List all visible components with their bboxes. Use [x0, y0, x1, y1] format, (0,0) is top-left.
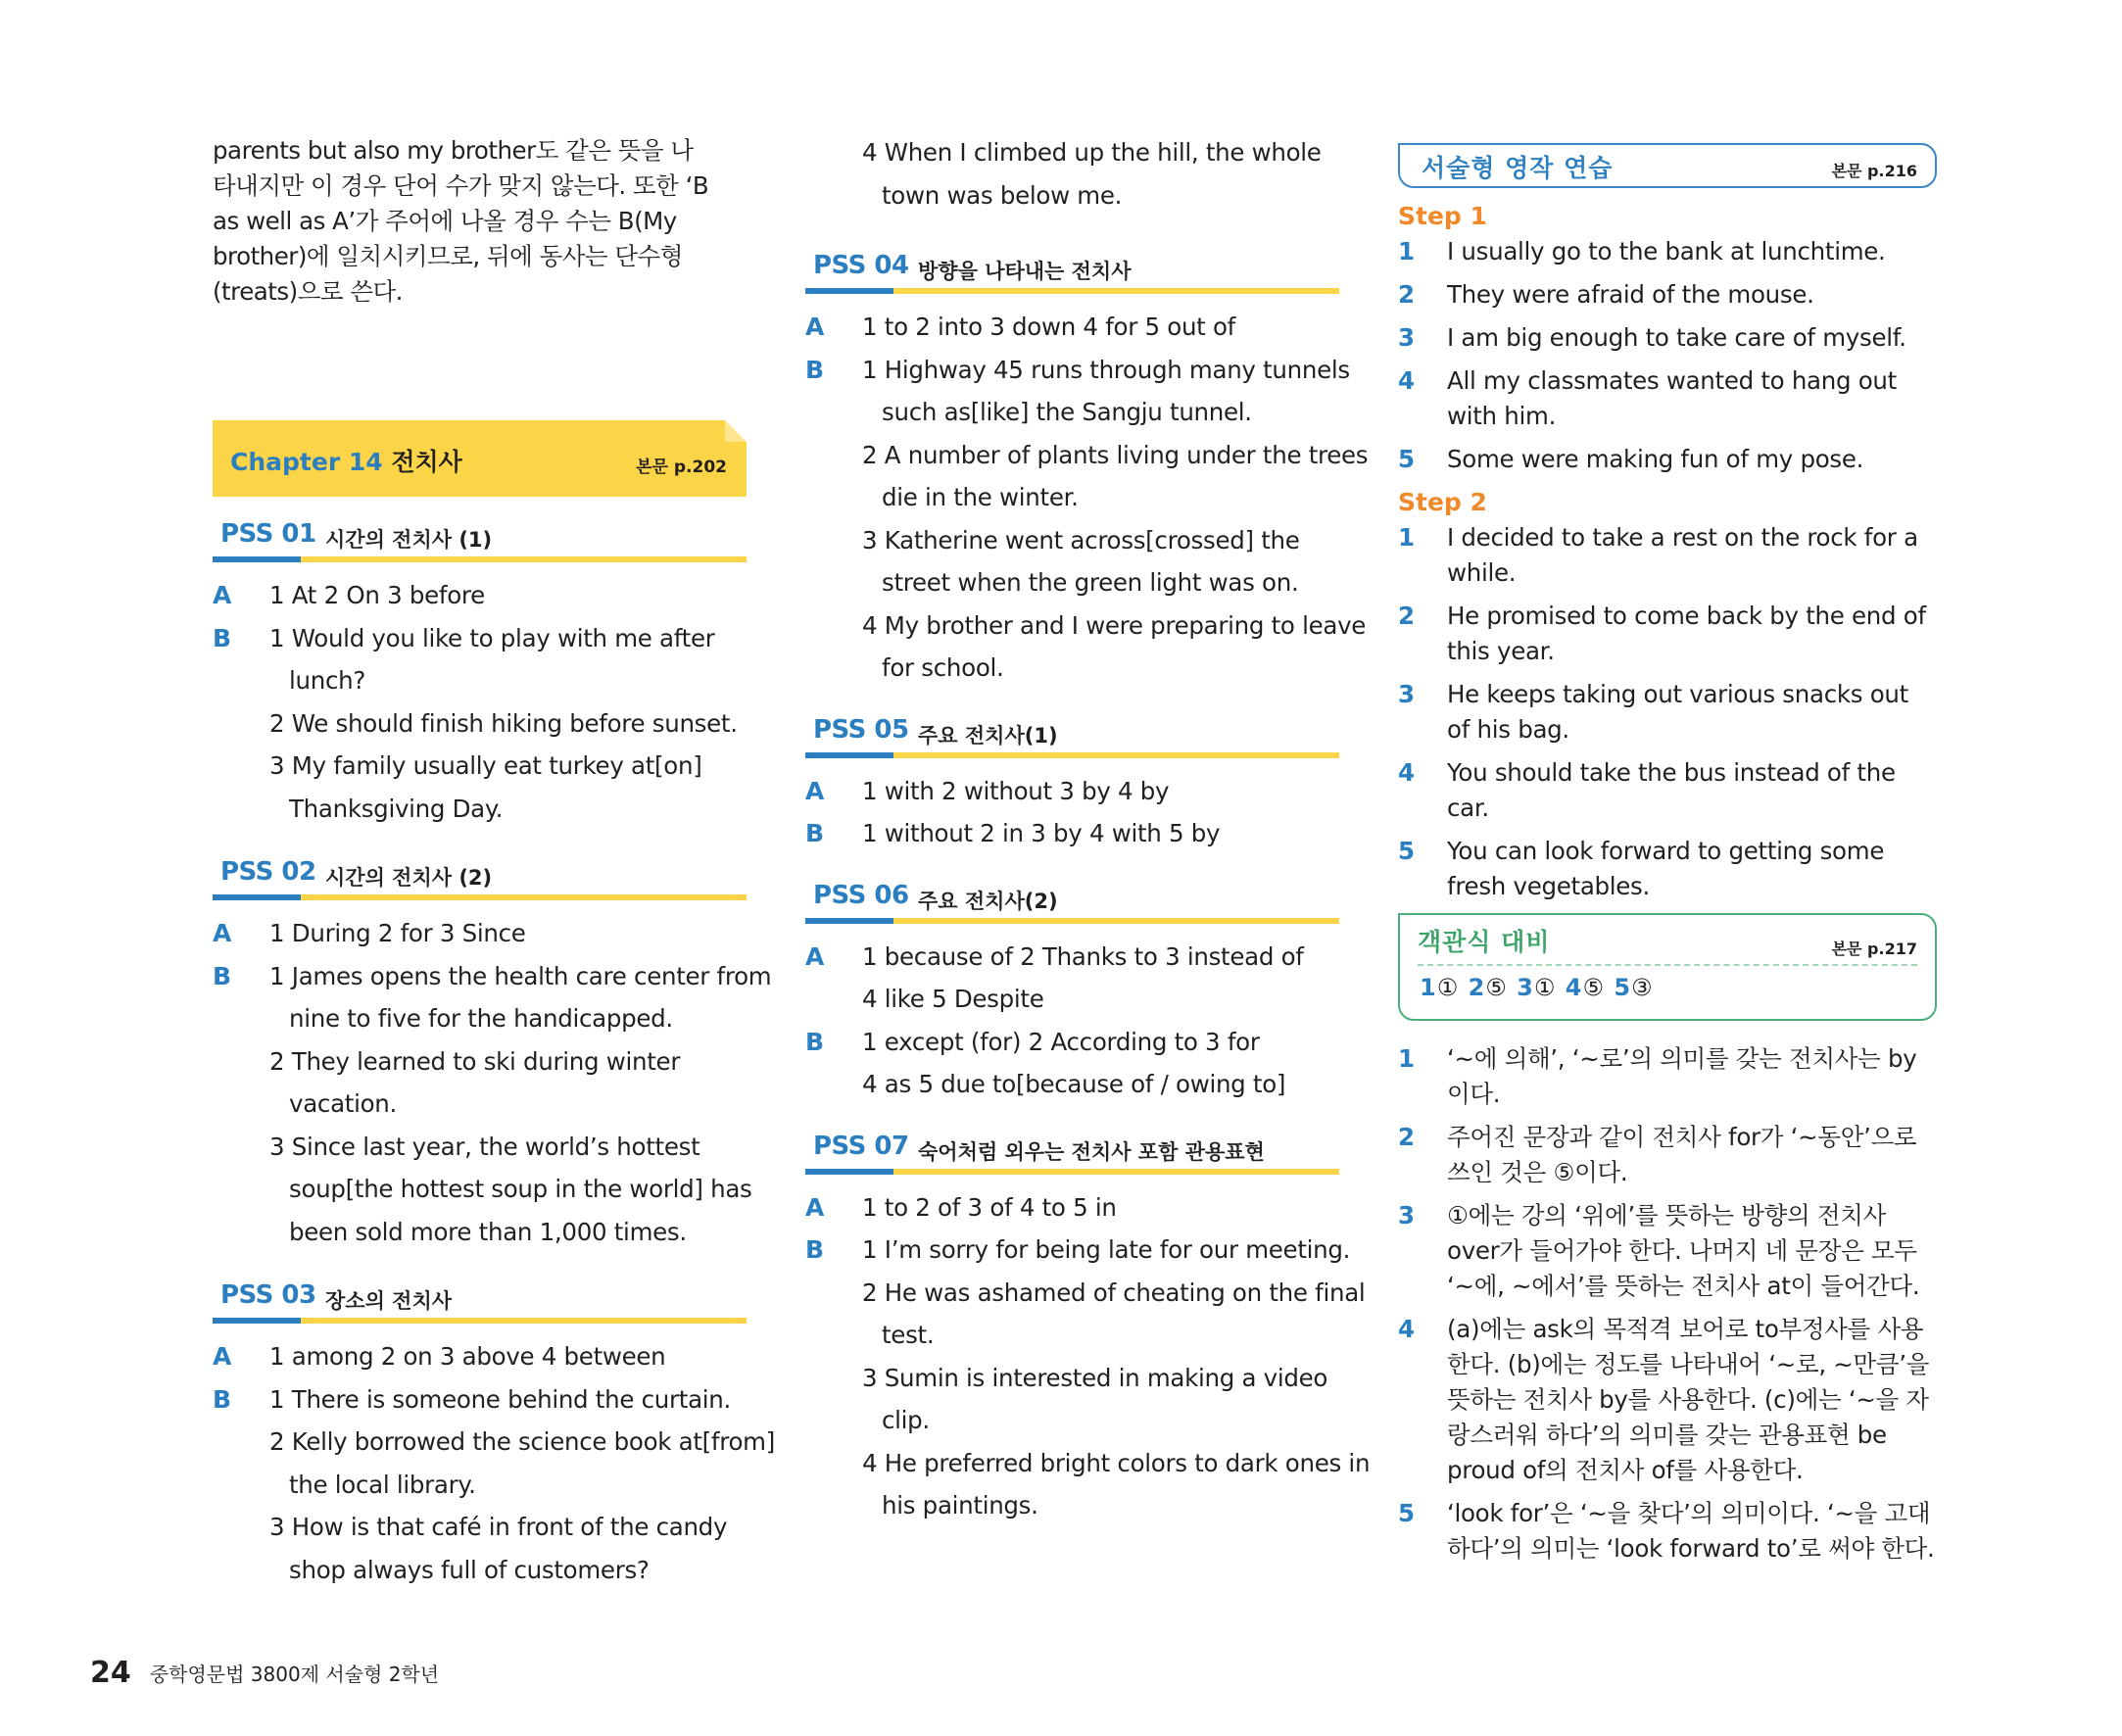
intro-line: parents but also my brother도 같은 뜻을 나: [213, 136, 694, 165]
item-text: ‘~에 의해’, ‘~로’의 의미를 갖는 전치사는 by이다.: [1447, 1044, 1917, 1108]
numbered-item: [1398, 1198, 1935, 1304]
item-text: ‘look for’은 ‘~을 찾다’의 의미이다. ‘~을 고대하다’의 의미는 ‘look forward to’로 써야 한다.: [1447, 1499, 1935, 1563]
pss-section: [805, 247, 1369, 690]
chapter-name: 전치사: [391, 448, 462, 476]
answer-line: for school.: [882, 653, 1004, 682]
answer-group-b: [805, 349, 1369, 690]
numbered-item: [1398, 320, 1935, 356]
answer-lines: [862, 770, 1339, 813]
pss-answers: [805, 936, 1339, 1106]
item-number: 2: [1398, 1123, 1415, 1151]
answer-choice: ①: [1436, 974, 1460, 1001]
item-text: They were afraid of the mouse.: [1447, 280, 1814, 309]
page-number: 24: [90, 1656, 131, 1690]
answer-line: 1 During 2 for 3 Since: [269, 919, 526, 947]
item-number: 3: [1398, 323, 1415, 352]
intro-line: 타내지만 이 경우 단어 수가 맞지 않는다. 또한 ‘B: [213, 171, 709, 200]
answer-number: 1: [1420, 974, 1437, 1001]
answer-lines: [862, 1186, 1339, 1230]
answer-line: such as[like] the Sangju tunnel.: [882, 398, 1252, 426]
numbered-item: [1398, 755, 1935, 826]
numbered-item: [1398, 442, 1935, 477]
answer-line: 2 They learned to ski during winter: [269, 1046, 681, 1076]
answer-line: 4 He preferred bright colors to dark ones in: [862, 1448, 1371, 1477]
pss-section: [805, 1128, 1371, 1527]
numbered-item: [1398, 234, 1935, 269]
pss-answers: [805, 1186, 1371, 1527]
item-text: He promised to come back by the end of this year.: [1447, 602, 1926, 665]
answer-part-letter: B: [805, 355, 825, 384]
answer-choice: ①: [1533, 974, 1557, 1001]
answer-lines: [862, 1021, 1339, 1106]
answer-line: soup[the hottest soup in the world] has: [289, 1175, 752, 1203]
pss-title: 장소의 전치사: [325, 1289, 453, 1313]
answer-lines: [862, 306, 1339, 349]
item-text: I usually go to the bank at lunchtime.: [1447, 237, 1886, 265]
numbered-item: [1398, 520, 1935, 591]
item-number: 4: [1398, 1315, 1415, 1343]
item-text: (a)에는 ask의 목적격 보어로 to부정사를 사용한다. (b)에는 정도를 나타내어 ‘~로, ~만큼’을 뜻하는 전치사 by를 사용한다. (c)에는 ‘~을 자랑스러워 하다’의 의미를 갖는 관용표현 be proud of의 전치사 of를 사용한다.: [1447, 1315, 1930, 1484]
pss-underline-yellow: [301, 556, 747, 562]
answer-line: 3 How is that café in front of the candy: [269, 1513, 728, 1541]
answer-lines: [862, 131, 1339, 217]
pss-underline-blue: [213, 556, 301, 562]
answer-part-letter: A: [805, 941, 825, 971]
item-text: I decided to take a rest on the rock for a while.: [1447, 523, 1918, 587]
answer-group-a: [805, 936, 1339, 1021]
answer-line: lunch?: [289, 666, 366, 695]
pss-code: PSS 06: [813, 880, 909, 910]
answer-line: 3 My family usually eat turkey at[on]: [269, 751, 702, 780]
page-fold-corner: [725, 420, 747, 442]
writing-practice-title: 서술형 영작 연습: [1422, 154, 1614, 182]
numbered-item: [1398, 599, 1935, 669]
answer-line: been sold more than 1,000 times.: [289, 1217, 687, 1246]
pss-underline-blue: [805, 752, 893, 758]
pss-underline-yellow: [893, 918, 1339, 924]
pss-code: PSS 03: [220, 1280, 316, 1310]
answer-lines: [269, 1335, 747, 1378]
item-text: I am big enough to take care of myself.: [1447, 323, 1906, 352]
answer-line: clip.: [882, 1406, 930, 1434]
answer-line: die in the winter.: [882, 483, 1079, 511]
answer-line: 2 Kelly borrowed the science book at[from]: [269, 1427, 775, 1456]
pss-header: [213, 1277, 747, 1320]
answer-line: 1 to 2 of 3 of 4 to 5 in: [862, 1192, 1117, 1222]
col1-sections: [213, 515, 775, 1615]
answer-number: 3: [1517, 974, 1534, 1001]
answer-lines: [862, 1229, 1371, 1527]
answer-line: 3 Since last year, the world’s hottest: [269, 1132, 700, 1161]
writing-practice-header: [1398, 143, 1937, 188]
answer-part-letter: B: [805, 819, 825, 847]
pss-header: [213, 853, 747, 896]
pss-underline-blue: [805, 918, 893, 924]
answer-choice: ⑤: [1485, 974, 1508, 1001]
pss-underline-yellow: [893, 752, 1339, 758]
numbered-item: [1398, 677, 1935, 747]
pss-title: 방향을 나타내는 전치사: [918, 260, 1132, 283]
item-text: All my classmates wanted to hang out with him.: [1447, 366, 1897, 430]
pss-header: [805, 247, 1339, 290]
answer-line: town was below me.: [882, 180, 1123, 210]
answer-number: 2: [1468, 974, 1486, 1001]
answer-part-letter: A: [805, 776, 825, 805]
answer-line: 1 among 2 on 3 above 4 between: [269, 1342, 666, 1371]
pss-code: PSS 04: [813, 251, 909, 280]
answer-group-a: [805, 770, 1339, 813]
answer-part-letter: A: [805, 1192, 825, 1222]
answer-line: 1 because of 2 Thanks to 3 instead of: [862, 941, 1304, 971]
answer-line: 1 without 2 in 3 by 4 with 5 by: [862, 819, 1221, 847]
pss-title: 시간의 전치사 (2): [325, 866, 493, 890]
pss-header: [805, 1128, 1339, 1171]
writing-steps: [1398, 199, 1935, 912]
answer-line: street when the green light was on.: [882, 568, 1299, 597]
answer-line: test.: [882, 1321, 935, 1349]
answer-line: his paintings.: [882, 1491, 1038, 1519]
objective-explanations: [1398, 1041, 1935, 1574]
intro-paragraph: [213, 133, 747, 310]
answer-lines: [862, 812, 1339, 855]
dashed-divider: [1418, 964, 1917, 966]
pss-underline-yellow: [893, 288, 1339, 294]
pss-section: [805, 877, 1339, 1106]
numbered-item: [1398, 1312, 1935, 1488]
answer-line: 1 James opens the health care center from: [269, 961, 772, 990]
answer-part-letter: B: [213, 623, 232, 652]
chapter-page-ref: 본문 p.202: [636, 458, 727, 477]
writing-practice-page-ref: 본문 p.216: [1831, 162, 1917, 180]
chapter-header: [213, 420, 747, 497]
answer-choice: ③: [1631, 974, 1654, 1001]
answer-line: 1 to 2 into 3 down 4 for 5 out of: [862, 313, 1235, 341]
answer-lines: [269, 574, 747, 617]
item-text: He keeps taking out various snacks out of his bag.: [1447, 680, 1908, 744]
answer-group-b: [213, 1378, 775, 1592]
answer-group-a: [213, 1335, 747, 1378]
answer-line: nine to five for the handicapped.: [289, 1004, 673, 1033]
answer-part-letter: B: [213, 1384, 232, 1414]
item-text: You should take the bus instead of the car.: [1447, 758, 1896, 822]
item-number: 5: [1398, 445, 1415, 473]
intro-line: brother)에 일치시키므로, 뒤에 동사는 단수형: [213, 242, 683, 270]
step2-label: Step 2: [1398, 488, 1487, 516]
answer-group-b: [805, 1021, 1339, 1106]
item-number: 2: [1398, 280, 1415, 309]
numbered-item: [1398, 1496, 1935, 1567]
objective-prep-page-ref: 본문 p.217: [1831, 940, 1917, 958]
pss-header: [805, 711, 1339, 754]
pss-section: [213, 515, 747, 830]
pss-title: 주요 전치사(1): [918, 723, 1058, 747]
answer-lines: [269, 955, 772, 1254]
objective-answer-key: [1420, 974, 1654, 1001]
numbered-item: [1398, 1120, 1935, 1190]
book-title: 중학영문법 3800제 서술형 2학년: [149, 1663, 440, 1686]
answer-group-b: [213, 617, 747, 831]
answer-lines: [862, 349, 1369, 690]
answer-choice: ⑤: [1582, 974, 1605, 1001]
pss-answers: [805, 770, 1339, 855]
answer-group-b: [805, 812, 1339, 855]
pss-underline-yellow: [893, 1169, 1339, 1175]
pss-underline-blue: [213, 1318, 301, 1324]
intro-line: as well as A’가 주어에 나올 경우 수는 B(My: [213, 207, 677, 235]
answer-group-a: [213, 912, 747, 955]
answer-lines: [269, 1378, 775, 1592]
answer-lines: [862, 936, 1339, 1021]
answer-part-letter: A: [213, 1342, 232, 1371]
item-text: 주어진 문장과 같이 전치사 for가 ‘~동안’으로 쓰인 것은 ⑤이다.: [1447, 1123, 1917, 1186]
intro-line: (treats)으로 쓴다.: [213, 277, 403, 306]
item-number: 5: [1398, 837, 1415, 865]
answer-line: vacation.: [289, 1089, 398, 1118]
pss-section: [213, 1277, 775, 1591]
answer-part-letter: A: [213, 919, 232, 947]
pss-underline-yellow: [301, 894, 747, 900]
item-number: 1: [1398, 1044, 1415, 1073]
answer-number: 4: [1565, 974, 1583, 1001]
answer-part-letter: B: [805, 1235, 825, 1264]
col2-sections: [805, 247, 1371, 1549]
numbered-item: [1398, 1041, 1935, 1112]
answer-line: shop always full of customers?: [289, 1555, 650, 1584]
answer-group-a: [213, 574, 747, 617]
step1-label: Step 1: [1398, 202, 1487, 230]
answer-line: 3 Katherine went across[crossed] the: [862, 525, 1300, 555]
answer-line: 1 Would you like to play with me after: [269, 623, 715, 652]
answer-line: 2 A number of plants living under the trees: [862, 440, 1369, 469]
answer-line: 4 When I climbed up the hill, the whole: [862, 138, 1322, 167]
pss-code: PSS 05: [813, 714, 909, 745]
pss-title: 시간의 전치사 (1): [325, 528, 493, 552]
objective-prep-box: [1398, 913, 1937, 1021]
step2-list: [1398, 520, 1935, 904]
answer-line: 4 as 5 due to[because of / owing to]: [862, 1070, 1286, 1098]
answer-line: 1 with 2 without 3 by 4 by: [862, 776, 1170, 805]
numbered-item: [1398, 363, 1935, 434]
page-footer: [90, 1656, 439, 1690]
answer-line: Thanksgiving Day.: [289, 794, 504, 823]
pss-answers: [213, 912, 772, 1253]
answer-line: 1 except (for) 2 According to 3 for: [862, 1027, 1260, 1056]
answer-group-b: [805, 1229, 1371, 1527]
item-number: 1: [1398, 237, 1415, 265]
answer-line: 4 My brother and I were preparing to leave: [862, 610, 1367, 640]
pss-code: PSS 02: [220, 857, 316, 887]
item-text: You can look forward to getting some fresh vegetables.: [1447, 837, 1885, 900]
answer-line: 4 like 5 Despite: [862, 985, 1044, 1013]
answer-part-letter: B: [805, 1027, 825, 1056]
item-text: ①에는 강의 ‘위에’를 뜻하는 방향의 전치사 over가 들어가야 한다. 나머지 네 문장은 모두 ‘~에, ~에서’를 뜻하는 전치사 at이 들어간다.: [1447, 1201, 1920, 1300]
column-middle: [805, 0, 1371, 1519]
item-number: 1: [1398, 523, 1415, 552]
step1-list: [1398, 234, 1935, 477]
pss03-continuation: [805, 131, 1339, 217]
pss-answers: [213, 1335, 775, 1591]
chapter-number: Chapter 14: [230, 448, 383, 476]
answer-line: 3 Sumin is interested in making a video: [862, 1363, 1328, 1392]
objective-prep-title: 객관식 대비: [1418, 928, 1551, 956]
answer-lines: [269, 912, 747, 955]
pss-section: [213, 853, 772, 1253]
answer-line: the local library.: [289, 1470, 476, 1499]
item-number: 4: [1398, 758, 1415, 787]
pss-answers: [805, 306, 1369, 690]
pss-code: PSS 07: [813, 1131, 909, 1161]
answer-number: 5: [1614, 974, 1632, 1001]
answer-line: 1 I’m sorry for being late for our meeting.: [862, 1235, 1351, 1264]
pss-title: 주요 전치사(2): [918, 889, 1058, 913]
answer-line: 1 There is someone behind the curtain.: [269, 1384, 732, 1414]
answer-part-letter: A: [213, 581, 232, 609]
answer-part-letter: A: [805, 313, 825, 341]
item-number: 2: [1398, 602, 1415, 630]
item-number: 3: [1398, 680, 1415, 708]
item-text: Some were making fun of my pose.: [1447, 445, 1864, 473]
answer-group-a: [805, 1186, 1339, 1230]
pss-underline-blue: [805, 288, 893, 294]
pss-code: PSS 01: [220, 519, 316, 549]
numbered-item: [1398, 834, 1935, 904]
item-number: 4: [1398, 366, 1415, 395]
answer-group-a: [805, 306, 1339, 349]
chapter-title: [230, 443, 462, 478]
pss-section: [805, 711, 1339, 855]
pss-underline-blue: [213, 894, 301, 900]
answer-lines: [269, 617, 747, 831]
answer-line: 2 He was ashamed of cheating on the final: [862, 1278, 1366, 1307]
item-number: 5: [1398, 1499, 1415, 1527]
answer-line: 1 Highway 45 runs through many tunnels: [862, 355, 1350, 384]
pss-answers: [213, 574, 747, 830]
item-number: 3: [1398, 1201, 1415, 1230]
pss-underline-blue: [805, 1169, 893, 1175]
pss-underline-yellow: [301, 1318, 747, 1324]
answer-part-letter: B: [213, 961, 232, 990]
answer-line: 1 At 2 On 3 before: [269, 581, 485, 609]
pss-header: [213, 515, 747, 558]
numbered-item: [1398, 277, 1935, 313]
answer-group-b: [213, 955, 772, 1254]
pss-title: 숙어처럼 외우는 전치사 포함 관용표현: [918, 1139, 1265, 1164]
pss-header: [805, 877, 1339, 920]
answer-line: 2 We should finish hiking before sunset.: [269, 708, 738, 738]
